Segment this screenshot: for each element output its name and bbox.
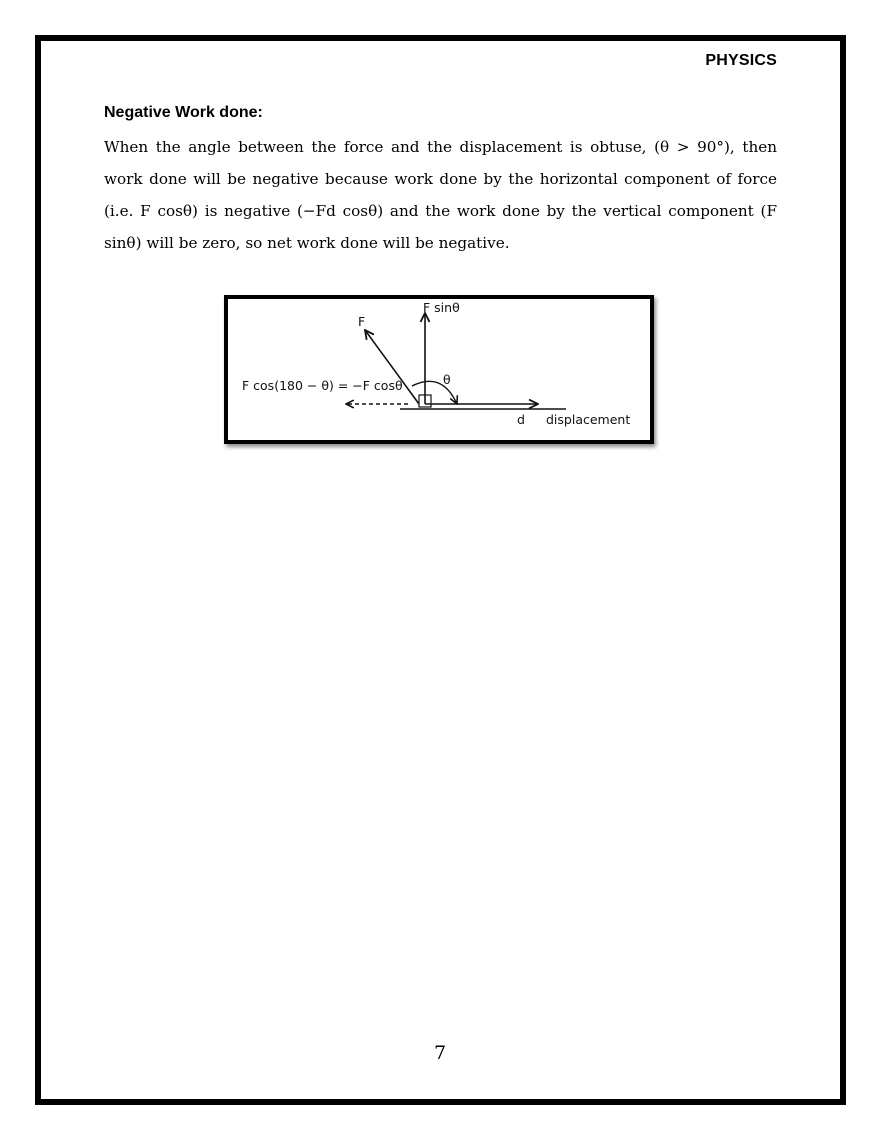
section-heading: Negative Work done: — [104, 104, 263, 121]
force-diagram-figure — [224, 295, 654, 444]
body-paragraph: When the angle between the force and the displacement is obtuse, (θ > 90°), then work done will be negative because work done by the horizontal component of force (i.e. F cosθ) is negative (−Fd cosθ) and the work done by the vertical component (F sinθ) will be zero, so net work done will be negative. — [104, 138, 777, 252]
label-theta: θ — [443, 372, 451, 387]
label-d: d — [517, 412, 525, 427]
force-diagram-svg — [228, 299, 650, 440]
page-number: 7 — [433, 1042, 447, 1064]
label-f-cos: F cos(180 − θ) = −F cosθ — [242, 378, 403, 393]
running-header: PHYSICS — [705, 52, 777, 69]
label-f: F — [358, 314, 366, 329]
label-f-sin: F sinθ — [423, 300, 460, 315]
label-displacement: displacement — [546, 412, 631, 427]
